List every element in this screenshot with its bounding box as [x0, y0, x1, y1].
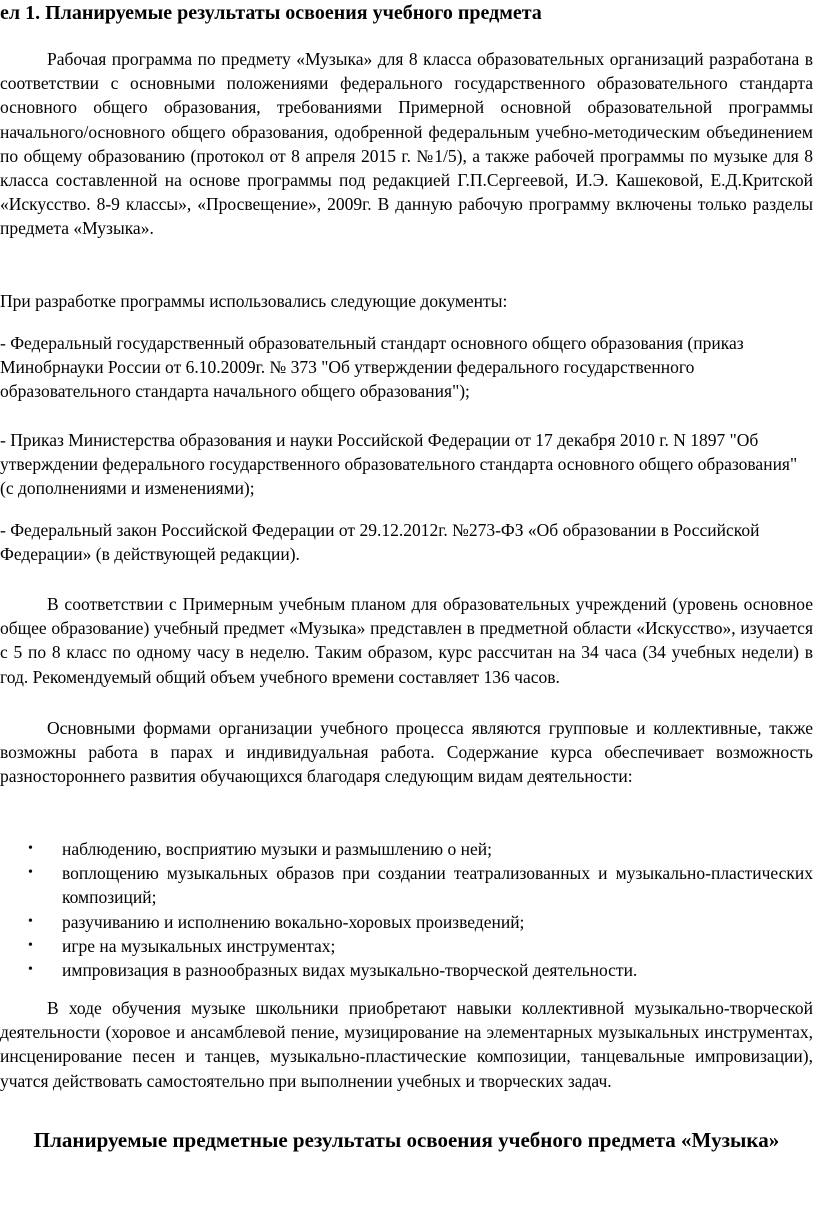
- bullet-icon: •: [28, 913, 33, 929]
- activities-list: [0, 837, 813, 982]
- list-item: • воплощению музыкальных образов при создании театрализованных и музыкально-пластических композиций;: [28, 863, 813, 908]
- bullet-icon: •: [28, 937, 33, 953]
- list-item: • импровизация в разнообразных видах музыкально-творческой деятельности.: [0, 958, 813, 982]
- documents-intro: При разработке программы использовались следующие документы:: [0, 291, 508, 311]
- bullet-icon: •: [28, 841, 33, 856]
- section-heading: ел 1. Планируемые результаты освоения учебного предмета: [0, 2, 542, 24]
- skills-paragraph: В ходе обучения музыке школьники приобретают навыки коллективной музыкально-творческой деятельности (хоровое и ансамблевой пение, музицирование на элементарных музыкальных инструментах, инсценирование песен и танцев, музыкально-пластические композиции, танцевальные импровизации), учатся действовать самостоятельно при выполнении учебных и творческих задач.: [0, 998, 813, 1091]
- document-item-2: - Приказ Министерства образования и науки Российской Федерации от 17 декабря 2010 г. N 1897 "Об утверждении федерального государственного образовательного стандарта основного общего образования" (с дополнениями и изменениями);: [0, 430, 798, 499]
- intro-paragraph: Рабочая программа по предмету «Музыка» для 8 класса образовательных организаций разработана в соответствии с основными положениями федерального государственного образовательного стандарта основного общего образования, требованиями Примерной основной образовательной программы начального/основного общего образования, одобренной федеральным учебно-методическим объединением по общему образованию (протокол от 8 апреля 2015 г. №1/5), а также рабочей программы по музыке для 8 класса составленной на основе программы под редакцией Г.П.Сергеевой, И.Э. Кашековой, Е.Д.Критской «Искусство. 8-9 классы», «Просвещение», 2009г. В данную рабочую программу включены только разделы предмета «Музыка».: [0, 49, 813, 239]
- bullet-icon: •: [28, 865, 33, 881]
- forms-paragraph: Основными формами организации учебного процесса являются групповые и коллективные, также возможны работа в парах и индивидуальная работа. Содержание курса обеспечивает возможность разностороннего развития обучающихся благодаря следующим видам деятельности:: [0, 718, 813, 787]
- list-item: • игре на музыкальных инструментах;: [0, 934, 813, 958]
- curriculum-paragraph: В соответствии с Примерным учебным планом для образовательных учреждений (уровень основное общее образование) учебный предмет «Музыка» представлен в предметной области «Искусство», изучается с 5 по 8 класс по одному часу в неделю. Таким образом, курс рассчитан на 34 часа (34 учебных недели) в год. Рекомендуемый общий объем учебного времени составляет 136 часов.: [0, 594, 813, 687]
- document-item-3: - Федеральный закон Российской Федерации от 29.12.2012г. №273-ФЗ «Об образовании в Российской Федерации» (в действующей редакции).: [0, 520, 760, 565]
- bullet-icon: •: [28, 962, 33, 978]
- results-subheading: Планируемые предметные результаты освоения учебного предмета «Музыка»: [33, 1128, 780, 1152]
- document-item-1: - Федеральный государственный образовательный стандарт основного общего образования (приказ Минобрнауки России от 6.10.2009г. № 373 "Об утверждении федерального государственного образовательного стандарта начального общего образования");: [0, 333, 744, 402]
- list-item: • наблюдению, восприятию музыки и размышлению о ней;: [0, 837, 813, 861]
- list-item: • разучиванию и исполнению вокально-хоровых произведений;: [0, 910, 813, 934]
